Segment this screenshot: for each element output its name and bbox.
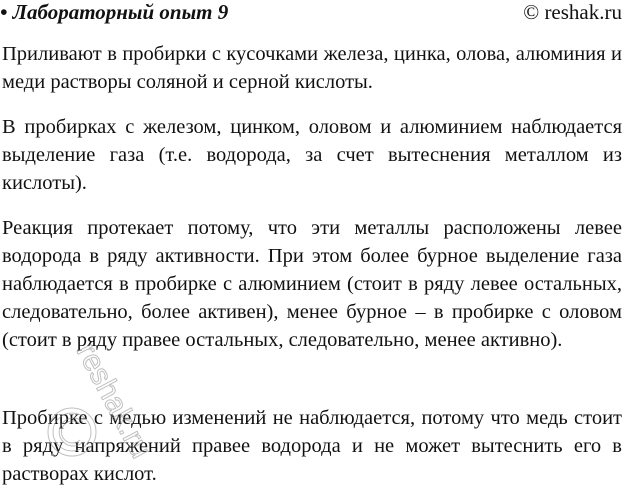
page-title: • Лабораторный опыт 9	[0, 0, 229, 24]
page-header	[0, 0, 626, 28]
paragraph-copper-conclusion: Пробирке с медью изменений не наблюдается, потому что медь стоит в ряду напряжений правее водорода и не может вытеснить его в растворах кислот.	[2, 407, 622, 485]
paragraph-procedure: Приливают в пробирки с кусочками железа, цинка, олова, алюминия и меди растворы соляной и серной кислоты.	[2, 43, 622, 93]
paragraph-explanation: Реакция протекает потому, что эти металлы расположены левее водорода в ряду активности. При этом более бурное выделение газа наблюдается в пробирке с алюминием (стоит в ряду левее остальных, следовательно, более активен), менее бурное – в пробирке с оловом (стоит в ряду правее остальных, следовательно, менее активно).	[2, 217, 622, 351]
copyright-notice: © reshak.ru	[523, 0, 622, 24]
watermark-text: reshak.ru	[69, 337, 158, 464]
paragraph-observation: В пробирках с железом, цинком, оловом и алюминием наблюдается выделение газа (т.е. водорода, за счет вытеснения металлом из кислоты).	[2, 116, 622, 194]
